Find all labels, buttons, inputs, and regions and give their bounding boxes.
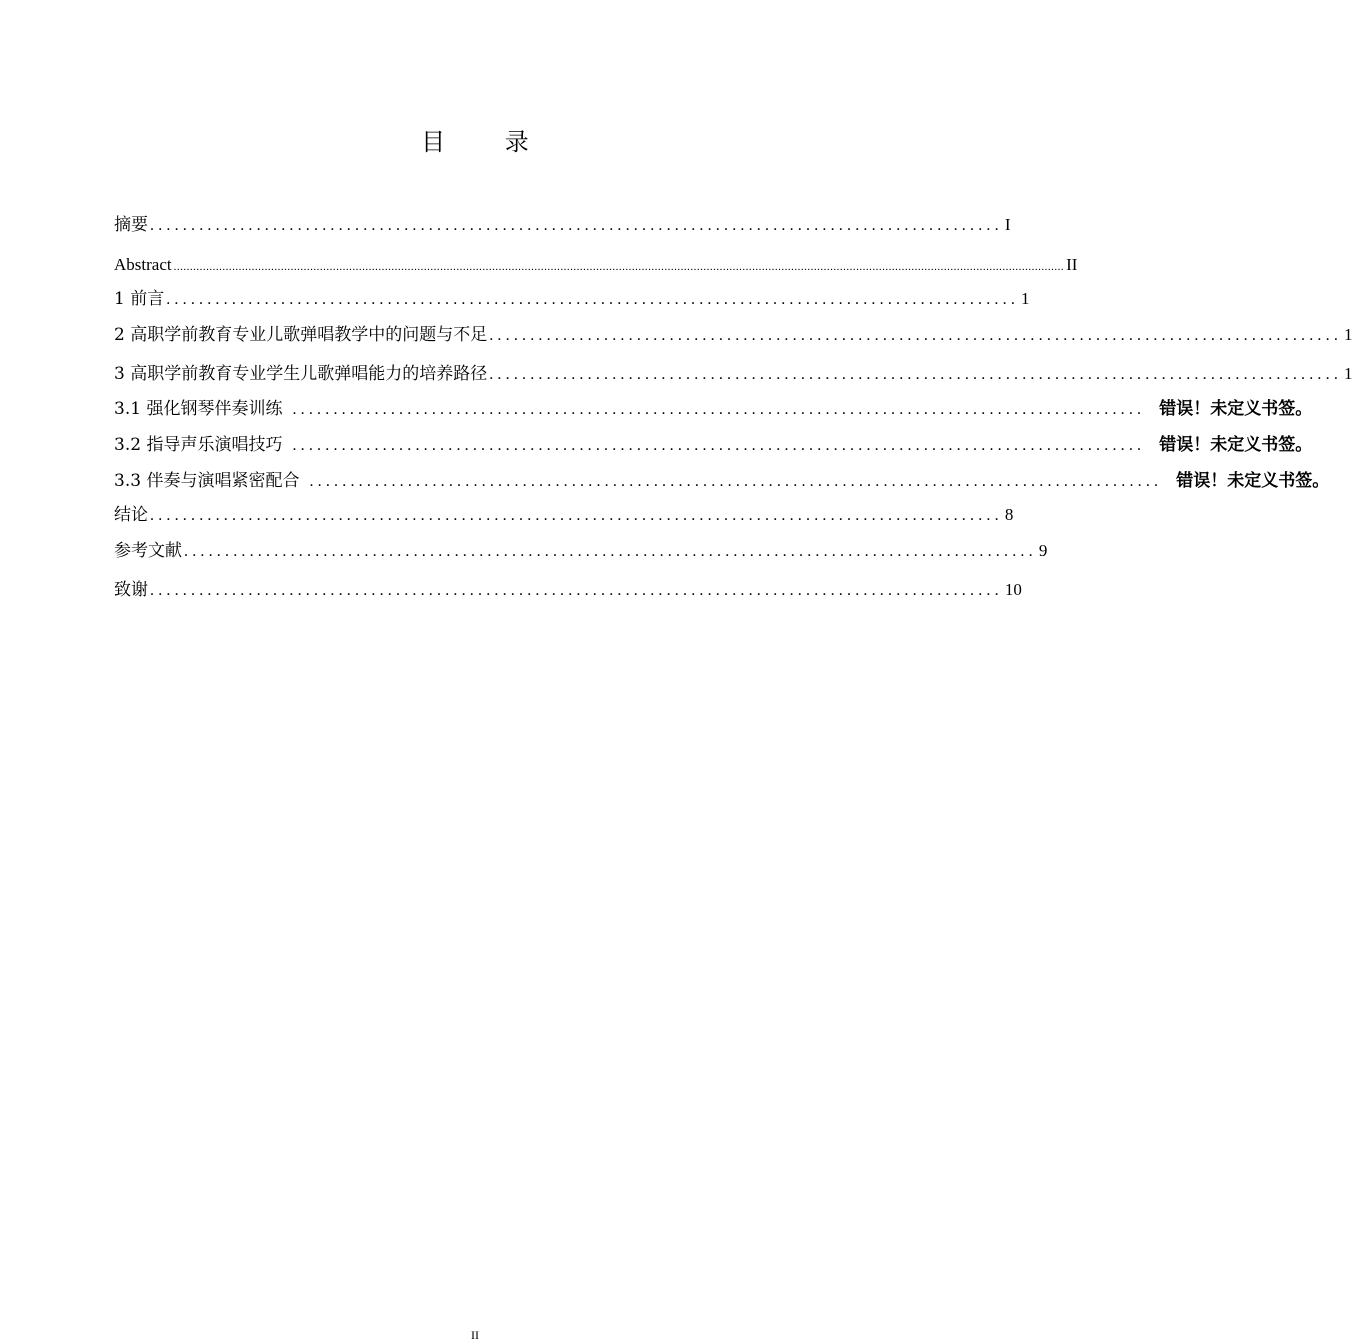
toc-entry-label: 3.1 强化钢琴伴奏训练	[114, 399, 283, 419]
toc-entry-conclusion[interactable]	[114, 504, 1014, 527]
toc-entry-training-path[interactable]	[114, 363, 1353, 386]
dot-leader: ........................................................................................................	[150, 217, 1003, 234]
toc-entry-label: 3.3 伴奏与演唱紧密配合	[114, 471, 300, 491]
toc-entry-accompaniment-singing[interactable]	[114, 470, 1330, 493]
toc-entry-label: 致谢	[114, 580, 148, 600]
toc-entry-bookmark-error: 错误！未定义书签。	[1159, 399, 1313, 419]
toc-entry-page: 1	[1344, 325, 1353, 344]
toc-entry-page: 9	[1038, 541, 1048, 560]
toc-entry-abstract-cn[interactable]	[114, 214, 1011, 237]
page-number: II	[471, 1328, 479, 1342]
toc-entry-label: 3.2 指导声乐演唱技巧	[114, 435, 283, 455]
toc-entry-bookmark-error: 错误！未定义书签。	[1159, 435, 1313, 455]
toc-entry-page: II	[1066, 255, 1078, 274]
dot-leader: ........................................................................................................	[292, 437, 1146, 454]
toc-entry-label: 1 前言	[114, 289, 165, 309]
toc-entry-page: 1	[1344, 364, 1353, 383]
toc-entry-page: 10	[1004, 580, 1022, 599]
toc-entry-page: I	[1004, 215, 1011, 234]
dot-leader: ........................................................................................................	[184, 543, 1037, 560]
toc-entry-label: 3 高职学前教育专业学生儿歌弹唱能力的培养路径	[114, 364, 488, 384]
toc-entry-problems[interactable]	[114, 324, 1353, 347]
dot-leader: ..................................................................................................................................................................................................................................................................................	[173, 261, 1065, 273]
toc-entry-references[interactable]	[114, 540, 1048, 563]
toc-entry-label: 参考文献	[114, 541, 182, 561]
toc-entry-introduction[interactable]	[114, 288, 1030, 311]
toc-entry-piano-accompaniment[interactable]	[114, 398, 1313, 421]
toc-entry-page: 8	[1004, 505, 1014, 524]
dot-leader: ........................................................................................................	[150, 507, 1003, 524]
toc-entry-label: 2 高职学前教育专业儿歌弹唱教学中的问题与不足	[114, 325, 488, 345]
page-title: 目 录	[421, 128, 555, 156]
toc-entry-label: Abstract	[114, 255, 172, 274]
dot-leader: ........................................................................................................	[309, 473, 1163, 490]
toc-entry-abstract-en[interactable]	[114, 254, 1078, 278]
toc-entry-vocal-technique[interactable]	[114, 434, 1313, 457]
toc-entry-label: 结论	[114, 505, 148, 525]
dot-leader: ........................................................................................................	[166, 291, 1020, 308]
dot-leader: ........................................................................................................	[489, 327, 1343, 344]
dot-leader: ........................................................................................................	[489, 366, 1343, 383]
toc-entry-bookmark-error: 错误！未定义书签。	[1176, 471, 1330, 491]
toc-entry-label: 摘要	[114, 215, 148, 235]
dot-leader: ........................................................................................................	[292, 401, 1146, 418]
dot-leader: ........................................................................................................	[150, 582, 1003, 599]
toc-entry-page: 1	[1021, 289, 1030, 308]
toc-entry-acknowledgements[interactable]	[114, 579, 1022, 602]
